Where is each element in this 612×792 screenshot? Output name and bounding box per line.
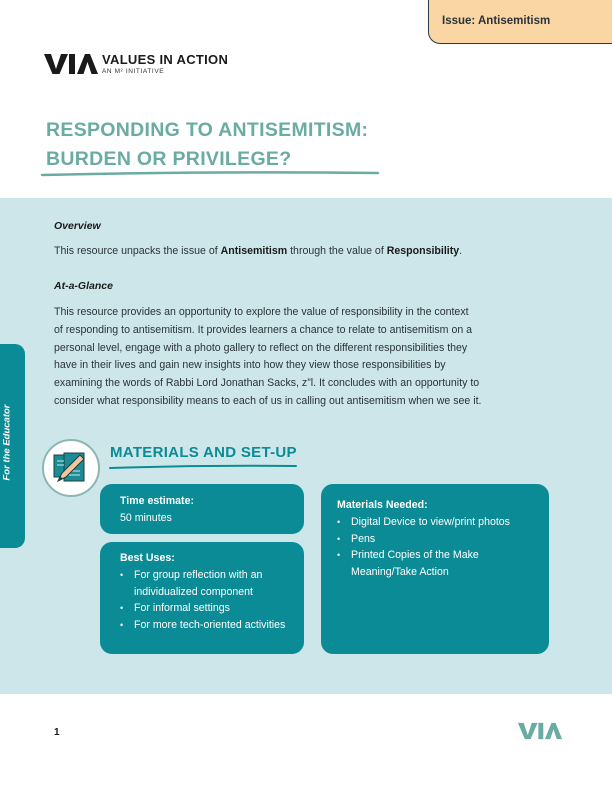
list-item: • Digital Device to view/print photos bbox=[351, 514, 535, 531]
issue-label: Issue: Antisemitism bbox=[442, 15, 551, 27]
list-item: • Printed Copies of the Make Meaning/Take Action bbox=[351, 547, 535, 580]
materials-icon-circle bbox=[42, 439, 100, 497]
materials-heading: MATERIALS AND SET-UP bbox=[110, 444, 297, 461]
best-uses-card: Best Uses: • For group reflection with an individualized component • For informal settings • For more tech-oriented activities bbox=[100, 542, 304, 654]
list-item: • For more tech-oriented activities bbox=[134, 617, 294, 634]
via-logo-mark-icon bbox=[44, 52, 98, 76]
via-logo bbox=[44, 52, 228, 76]
list-item: • Pens bbox=[351, 531, 535, 548]
at-a-glance-text: This resource provides an opportunity to explore the value of responsibility in the context of responding to antisemitism. It provides learners a chance to relate to antisemitism on a personal level, engage with a photo gallery to reflect on the different responsibilities they have in their lives and gain new insights into how they view those responsibilities by examining the words of Rabbi Lord Jonathan Sacks, z”l. It concludes with an opportunity to consider what responsibility means to each of us in calling out antisemitism when we see it. bbox=[54, 306, 482, 407]
overview-heading: Overview bbox=[54, 220, 101, 232]
materials-needed-list bbox=[337, 514, 535, 580]
logo-subtitle: AN M² INITIATIVE bbox=[102, 67, 165, 75]
document-pencil-icon bbox=[52, 451, 90, 485]
materials-underline bbox=[108, 464, 298, 470]
page-number: 1 bbox=[54, 727, 60, 738]
page-title: RESPONDING TO ANTISEMITISM: BURDEN OR PRIVILEGE? bbox=[46, 119, 369, 170]
overview-text: This resource unpacks the issue of Antisemitism through the value of Responsibility. bbox=[54, 245, 463, 257]
logo-title: VALUES IN ACTION bbox=[102, 51, 229, 67]
for-the-educator-tab: For the Educator bbox=[0, 344, 25, 548]
list-item: • For group reflection with an individualized component bbox=[134, 567, 294, 600]
via-footer-logo-icon bbox=[517, 722, 563, 740]
at-a-glance-heading: At-a-Glance bbox=[54, 280, 113, 292]
materials-needed-card: Materials Needed: • Digital Device to view/print photos • Pens • Printed Copies of the Make Meaning/Take Action bbox=[321, 484, 549, 654]
title-underline bbox=[40, 170, 380, 178]
time-estimate-card: Time estimate: 50 minutes bbox=[100, 484, 304, 534]
list-item: • For informal settings bbox=[134, 600, 294, 617]
issue-tab bbox=[428, 0, 612, 44]
best-uses-list bbox=[120, 567, 294, 633]
